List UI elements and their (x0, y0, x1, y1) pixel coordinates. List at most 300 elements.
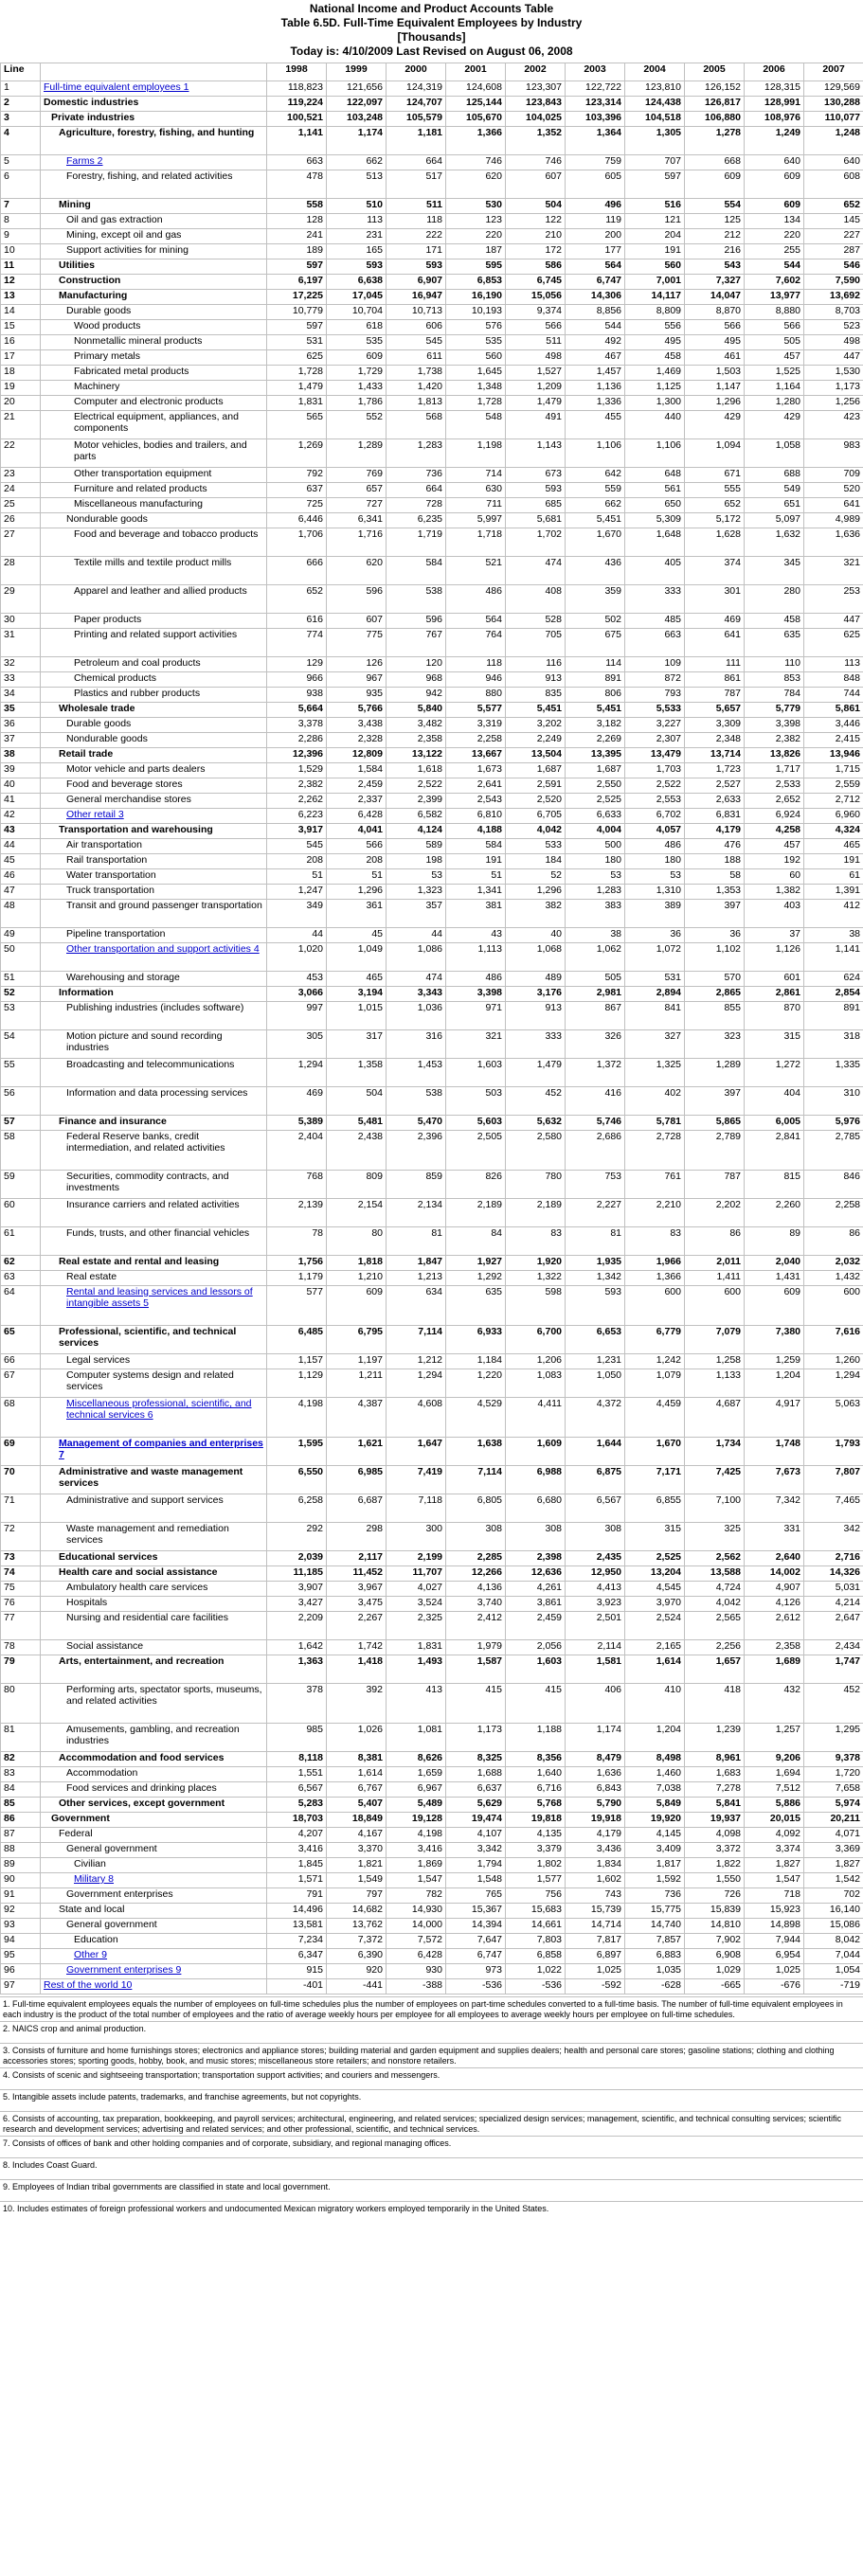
value-cell: 333 (506, 1030, 566, 1059)
value-cell: 113 (804, 657, 863, 672)
footnote-link[interactable]: Rental and leasing services and lessors of intangible assets 5 (66, 1286, 253, 1309)
value-cell: 305 (267, 1030, 327, 1059)
table-row (1, 585, 863, 614)
row-label-cell[interactable] (41, 1398, 267, 1438)
value-cell: 5,849 (625, 1798, 685, 1813)
value-cell: 1,659 (387, 1767, 446, 1782)
year-header: 2007 (804, 63, 863, 81)
value-cell: 584 (446, 839, 506, 854)
value-cell: 1,322 (506, 1271, 566, 1286)
footnote-link[interactable]: Miscellaneous professional, scientific, and technical services 6 (66, 1398, 252, 1421)
line-number: 63 (1, 1271, 41, 1286)
value-cell: 124,707 (387, 97, 446, 112)
value-cell: 416 (566, 1087, 625, 1116)
value-cell: 2,307 (625, 733, 685, 748)
value-cell: 13,692 (804, 290, 863, 305)
value-cell: 568 (387, 411, 446, 439)
value-cell: 1,025 (566, 1964, 625, 1979)
value-cell: 476 (685, 839, 745, 854)
table-row (1, 1369, 863, 1398)
footnote-link[interactable]: Other transportation and support activities 4 (66, 943, 260, 955)
value-cell: 1,136 (566, 381, 625, 396)
value-cell: 872 (625, 672, 685, 688)
value-cell: 53 (625, 869, 685, 885)
value-cell: 2,865 (685, 987, 745, 1002)
value-cell: 130,288 (804, 97, 863, 112)
value-cell: 1,794 (446, 1858, 506, 1873)
footnote-link[interactable]: Full-time equivalent employees 1 (44, 81, 189, 93)
table-row (1, 1030, 863, 1059)
value-cell: 189 (267, 244, 327, 259)
value-cell: 634 (387, 1286, 446, 1326)
row-label: Wood products (41, 320, 267, 335)
table-row (1, 335, 863, 350)
value-cell: 554 (685, 199, 745, 214)
value-cell: 971 (446, 1002, 506, 1030)
value-cell: 1,050 (566, 1369, 625, 1398)
value-cell: 1,979 (446, 1640, 506, 1655)
value-cell: 2,227 (566, 1199, 625, 1227)
value-cell: 1,212 (387, 1354, 446, 1369)
value-cell: 489 (506, 972, 566, 987)
value-cell: 1,259 (745, 1354, 804, 1369)
value-cell: 125,144 (446, 97, 506, 112)
value-cell: 7,673 (745, 1466, 804, 1494)
value-cell: 1,927 (446, 1256, 506, 1271)
row-label: Real estate (41, 1271, 267, 1286)
value-cell: 1,364 (566, 127, 625, 155)
value-cell: 3,970 (625, 1597, 685, 1612)
value-cell: 593 (387, 259, 446, 275)
value-cell: 103,396 (566, 112, 625, 127)
value-cell: 867 (566, 1002, 625, 1030)
value-cell: 767 (387, 629, 446, 657)
value-cell: 1,292 (446, 1271, 506, 1286)
value-cell: 123,810 (625, 81, 685, 97)
year-header: 1999 (327, 63, 387, 81)
line-number: 32 (1, 657, 41, 672)
value-cell: 7,327 (685, 275, 745, 290)
value-cell: 2,728 (625, 1131, 685, 1171)
table-row (1, 778, 863, 794)
value-cell: 381 (446, 900, 506, 928)
value-cell: 606 (387, 320, 446, 335)
value-cell: 2,154 (327, 1199, 387, 1227)
value-cell: 220 (446, 229, 506, 244)
value-cell: 469 (267, 1087, 327, 1116)
value-cell: 1,113 (446, 943, 506, 972)
value-cell: 651 (745, 498, 804, 513)
value-cell: 1,793 (804, 1438, 863, 1466)
value-cell: 4,124 (387, 824, 446, 839)
value-cell: 13,122 (387, 748, 446, 763)
value-cell: 609 (745, 1286, 804, 1326)
line-number: 5 (1, 155, 41, 170)
footnote: 4. Consists of scenic and sightseeing transportation; transportation support activities; and couriers and messengers. (0, 2067, 863, 2089)
footnote-link[interactable]: Government enterprises 9 (66, 1964, 182, 1976)
value-cell: 1,834 (566, 1858, 625, 1873)
footnote-link[interactable]: Other 9 (74, 1949, 108, 1960)
value-cell: 983 (804, 439, 863, 468)
value-cell: 5,451 (566, 513, 625, 528)
table-row (1, 1271, 863, 1286)
value-cell: 2,199 (387, 1551, 446, 1566)
row-label: Federal Reserve banks, credit intermediation, and related activities (41, 1131, 267, 1171)
value-cell: 1,479 (267, 381, 327, 396)
value-cell: 1,548 (446, 1873, 506, 1888)
value-cell: 1,469 (625, 366, 685, 381)
value-cell: 675 (566, 629, 625, 657)
line-number: 51 (1, 972, 41, 987)
table-header-row (1, 63, 863, 81)
value-cell: 650 (625, 498, 685, 513)
value-cell: 1,747 (804, 1655, 863, 1684)
value-cell: 727 (327, 498, 387, 513)
value-cell: 1,294 (804, 1369, 863, 1398)
value-cell: 103,248 (327, 112, 387, 127)
value-cell: 2,522 (387, 778, 446, 794)
row-label-cell[interactable] (41, 1286, 267, 1326)
value-cell: 129,569 (804, 81, 863, 97)
value-cell: 5,451 (566, 703, 625, 718)
value-cell: 7,590 (804, 275, 863, 290)
value-cell: 920 (327, 1964, 387, 1979)
value-cell: 1,079 (625, 1369, 685, 1398)
value-cell: 1,258 (685, 1354, 745, 1369)
value-cell: 12,950 (566, 1566, 625, 1582)
footnote-link[interactable]: Management of companies and enterprises 7 (59, 1438, 263, 1460)
line-number: 37 (1, 733, 41, 748)
value-cell: 188 (685, 854, 745, 869)
value-cell: 13,826 (745, 748, 804, 763)
row-label-cell[interactable] (41, 1979, 267, 1995)
value-cell: 119,224 (267, 97, 327, 112)
value-cell: 652 (804, 199, 863, 214)
value-cell: 601 (745, 972, 804, 987)
value-cell: 7,038 (625, 1782, 685, 1798)
value-cell: 2,285 (446, 1551, 506, 1566)
value-cell: 2,011 (685, 1256, 745, 1271)
value-cell: 5,283 (267, 1798, 327, 1813)
value-cell: 1,549 (327, 1873, 387, 1888)
value-cell: 3,907 (267, 1582, 327, 1597)
value-cell: 1,595 (267, 1438, 327, 1466)
value-cell: 913 (506, 1002, 566, 1030)
row-label: Durable goods (41, 305, 267, 320)
value-cell: 607 (327, 614, 387, 629)
footnote-link[interactable]: Military 8 (74, 1873, 115, 1885)
row-label: Administrative and waste management services (41, 1466, 267, 1494)
value-cell: 4,188 (446, 824, 506, 839)
value-cell: 2,348 (685, 733, 745, 748)
value-cell: 6,967 (387, 1782, 446, 1798)
value-cell: 5,063 (804, 1398, 863, 1438)
footnote: 8. Includes Coast Guard. (0, 2157, 863, 2179)
value-cell: 510 (327, 199, 387, 214)
row-label: General merchandise stores (41, 794, 267, 809)
value-cell: 1,609 (506, 1438, 566, 1466)
value-cell: 2,533 (745, 778, 804, 794)
line-number: 35 (1, 703, 41, 718)
value-cell: 2,640 (745, 1551, 804, 1566)
row-label: Motor vehicles, bodies and trailers, and parts (41, 439, 267, 468)
value-cell: 1,645 (446, 366, 506, 381)
value-cell: 1,296 (685, 396, 745, 411)
value-cell: 1,174 (566, 1724, 625, 1752)
value-cell: 9,378 (804, 1752, 863, 1767)
value-cell: 846 (804, 1171, 863, 1199)
value-cell: 4,907 (745, 1582, 804, 1597)
value-cell: 1,173 (804, 381, 863, 396)
value-cell: 124,608 (446, 81, 506, 97)
value-cell: 15,683 (506, 1904, 566, 1919)
value-cell: 86 (685, 1227, 745, 1256)
value-cell: 19,937 (685, 1813, 745, 1828)
value-cell: 7,616 (804, 1326, 863, 1354)
value-cell: 3,372 (685, 1843, 745, 1858)
row-label: Plastics and rubber products (41, 688, 267, 703)
row-label: Information (41, 987, 267, 1002)
row-label: Retail trade (41, 748, 267, 763)
value-cell: 2,633 (685, 794, 745, 809)
value-cell: 1,457 (566, 366, 625, 381)
table-row (1, 1655, 863, 1684)
value-cell: 4,917 (745, 1398, 804, 1438)
value-cell: 81 (387, 1227, 446, 1256)
value-cell: 4,411 (506, 1398, 566, 1438)
value-cell: 1,256 (804, 396, 863, 411)
value-cell: 478 (267, 170, 327, 199)
row-label-cell[interactable] (41, 1949, 267, 1964)
line-number: 94 (1, 1934, 41, 1949)
value-cell: 110,077 (804, 112, 863, 127)
value-cell: 455 (566, 411, 625, 439)
value-cell: 13,504 (506, 748, 566, 763)
value-cell: 447 (804, 350, 863, 366)
footnotes (0, 1996, 863, 2223)
value-cell: 1,133 (685, 1369, 745, 1398)
table-row (1, 1256, 863, 1271)
row-label-cell[interactable] (41, 81, 267, 97)
value-cell: 342 (804, 1523, 863, 1551)
value-cell: 200 (566, 229, 625, 244)
value-cell: 2,501 (566, 1612, 625, 1640)
value-cell: 630 (446, 483, 506, 498)
value-cell: 121,656 (327, 81, 387, 97)
value-cell: 51 (327, 869, 387, 885)
value-cell: 105,670 (446, 112, 506, 127)
line-number: 89 (1, 1858, 41, 1873)
line-number: 7 (1, 199, 41, 214)
value-cell: 544 (566, 320, 625, 335)
row-label: Food services and drinking places (41, 1782, 267, 1798)
row-label: Durable goods (41, 718, 267, 733)
value-cell: 465 (804, 839, 863, 854)
line-number: 14 (1, 305, 41, 320)
footnote: 2. NAICS crop and animal production. (0, 2021, 863, 2043)
table-row (1, 1919, 863, 1934)
value-cell: 53 (387, 869, 446, 885)
value-cell: 1,683 (685, 1767, 745, 1782)
value-cell: 6,954 (745, 1949, 804, 1964)
value-cell: 19,918 (566, 1813, 625, 1828)
value-cell: 1,920 (506, 1256, 566, 1271)
value-cell: 1,086 (387, 943, 446, 972)
row-label: Administrative and support services (41, 1494, 267, 1523)
value-cell: 2,459 (327, 778, 387, 794)
line-number: 69 (1, 1438, 41, 1466)
value-cell: 2,894 (625, 987, 685, 1002)
row-label: Domestic industries (41, 97, 267, 112)
value-cell: 1,632 (745, 528, 804, 557)
row-label-cell[interactable] (41, 1438, 267, 1466)
value-cell: 2,189 (506, 1199, 566, 1227)
table-row (1, 672, 863, 688)
value-cell: 118 (387, 214, 446, 229)
table-row (1, 1949, 863, 1964)
value-cell: 1,847 (387, 1256, 446, 1271)
value-cell: 4,198 (387, 1828, 446, 1843)
line-number: 90 (1, 1873, 41, 1888)
value-cell: 116 (506, 657, 566, 672)
value-cell: 2,524 (625, 1612, 685, 1640)
value-cell: 222 (387, 229, 446, 244)
line-number: 12 (1, 275, 41, 290)
row-label: Waste management and remediation services (41, 1523, 267, 1551)
table-row (1, 127, 863, 155)
value-cell: 231 (327, 229, 387, 244)
value-cell: 2,785 (804, 1131, 863, 1171)
value-cell: 126,152 (685, 81, 745, 97)
value-cell: 78 (267, 1227, 327, 1256)
value-cell: 6,005 (745, 1116, 804, 1131)
value-cell: 1,129 (267, 1369, 327, 1398)
value-cell: 408 (506, 585, 566, 614)
footnote-link[interactable]: Farms 2 (66, 155, 103, 167)
value-cell: 3,319 (446, 718, 506, 733)
row-label: Information and data processing services (41, 1087, 267, 1116)
table-row (1, 763, 863, 778)
value-cell: 14,740 (625, 1919, 685, 1934)
table-row (1, 350, 863, 366)
value-cell: 11,185 (267, 1566, 327, 1582)
value-cell: 1,706 (267, 528, 327, 557)
value-cell: 1,689 (745, 1655, 804, 1684)
row-label: Mining, except oil and gas (41, 229, 267, 244)
value-cell: 663 (267, 155, 327, 170)
value-cell: 4,387 (327, 1398, 387, 1438)
value-cell: 5,664 (267, 703, 327, 718)
value-cell: 761 (625, 1171, 685, 1199)
value-cell: 753 (566, 1171, 625, 1199)
line-number: 82 (1, 1752, 41, 1767)
value-cell: 18,703 (267, 1813, 327, 1828)
row-label-cell[interactable] (41, 809, 267, 824)
value-cell: 1,352 (506, 127, 566, 155)
value-cell: 7,114 (446, 1466, 506, 1494)
row-label: Finance and insurance (41, 1116, 267, 1131)
row-label: Textile mills and textile product mills (41, 557, 267, 585)
value-cell: 1,547 (745, 1873, 804, 1888)
footnote: 3. Consists of furniture and home furnishings stores; electronics and appliance stores; building material and garden equipment and supplies dealers; health and personal care stores; gasoline stations; clothing and clothing accessories stores; sporting goods, hobby, book, and music stores; miscellaneous store retailers; and nonstore retailers. (0, 2043, 863, 2067)
value-cell: 1,420 (387, 381, 446, 396)
value-cell: 4,071 (804, 1828, 863, 1843)
row-label-cell[interactable] (41, 1873, 267, 1888)
value-cell: 1,179 (267, 1271, 327, 1286)
row-label-cell[interactable] (41, 155, 267, 170)
value-cell: 600 (804, 1286, 863, 1326)
value-cell: 104,025 (506, 112, 566, 127)
value-cell: 180 (625, 854, 685, 869)
row-label: Motion picture and sound recording industries (41, 1030, 267, 1059)
value-cell: 668 (685, 155, 745, 170)
value-cell: 566 (506, 320, 566, 335)
page-header (0, 2, 863, 59)
value-cell: 586 (506, 259, 566, 275)
line-number: 9 (1, 229, 41, 244)
table-row (1, 229, 863, 244)
row-label: Printing and related support activities (41, 629, 267, 657)
value-cell: 600 (685, 1286, 745, 1326)
value-cell: 657 (327, 483, 387, 498)
row-label-cell[interactable] (41, 943, 267, 972)
value-cell: 105,579 (387, 112, 446, 127)
row-label: Securities, commodity contracts, and investments (41, 1171, 267, 1199)
value-cell: 2,286 (267, 733, 327, 748)
value-cell: 492 (566, 335, 625, 350)
footnote-link[interactable]: Other retail 3 (66, 809, 124, 820)
value-cell: 538 (387, 585, 446, 614)
value-cell: 6,680 (506, 1494, 566, 1523)
value-cell: 1,106 (566, 439, 625, 468)
value-cell: 7,857 (625, 1934, 685, 1949)
row-label-cell[interactable] (41, 1964, 267, 1979)
value-cell: 429 (685, 411, 745, 439)
value-cell: 1,366 (446, 127, 506, 155)
value-cell: 310 (804, 1087, 863, 1116)
value-cell: 1,715 (804, 763, 863, 778)
value-cell: 3,369 (804, 1843, 863, 1858)
line-number: 45 (1, 854, 41, 869)
value-cell: 2,434 (804, 1640, 863, 1655)
value-cell: 774 (267, 629, 327, 657)
value-cell: 129 (267, 657, 327, 672)
row-label: Performing arts, spectator sports, museums, and related activities (41, 1684, 267, 1724)
line-number: 56 (1, 1087, 41, 1116)
value-cell: 516 (625, 199, 685, 214)
value-cell: 640 (804, 155, 863, 170)
value-cell: 782 (387, 1888, 446, 1904)
value-cell: 1,648 (625, 528, 685, 557)
value-cell: 1,054 (804, 1964, 863, 1979)
table-row (1, 839, 863, 854)
value-cell: 3,309 (685, 718, 745, 733)
value-cell: 126 (327, 657, 387, 672)
value-cell: 535 (327, 335, 387, 350)
table-body (1, 81, 863, 1995)
value-cell: 530 (446, 199, 506, 214)
footnote-link[interactable]: Rest of the world 10 (44, 1979, 133, 1991)
value-cell: 6,258 (267, 1494, 327, 1523)
value-cell: 1,813 (387, 396, 446, 411)
value-cell: 736 (625, 1888, 685, 1904)
line-number: 39 (1, 763, 41, 778)
value-cell: 608 (804, 170, 863, 199)
value-cell: 6,341 (327, 513, 387, 528)
value-cell: 1,366 (625, 1271, 685, 1286)
row-label: Agriculture, forestry, fishing, and hunting (41, 127, 267, 155)
value-cell: 535 (446, 335, 506, 350)
